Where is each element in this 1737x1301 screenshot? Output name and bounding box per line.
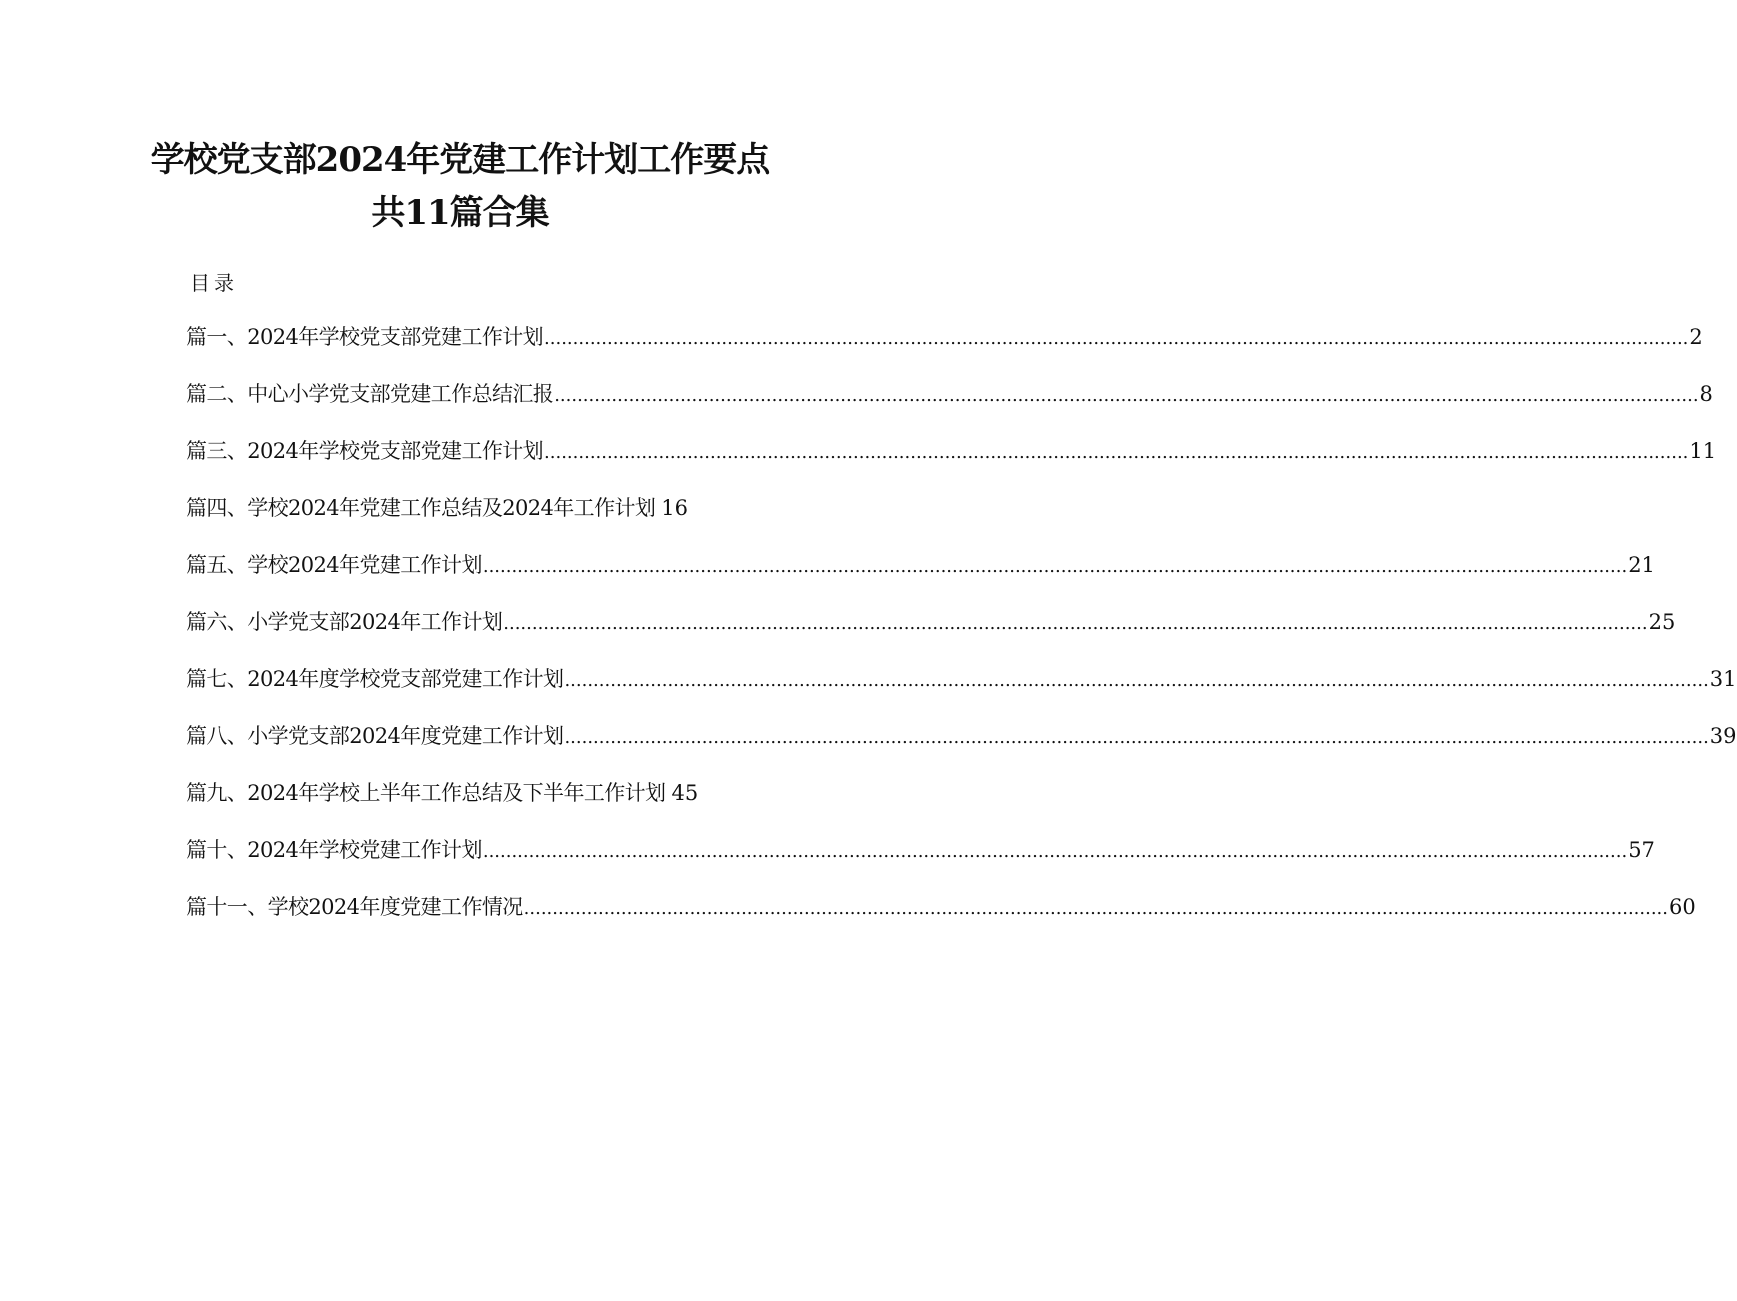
toc-leader-dots: ........................................................................................................................................................................................................ xyxy=(482,556,1628,577)
toc-entry-page: 31 xyxy=(1709,667,1737,691)
toc-entry[interactable] xyxy=(186,662,1737,719)
toc-entry-page: 57 xyxy=(1628,838,1655,862)
toc-leader-dots: ........................................................................................................................................................................................................ xyxy=(544,328,1689,349)
toc-entry-title: 篇五、学校2024年党建工作计划 xyxy=(186,553,482,577)
toc-entry[interactable] xyxy=(186,377,1713,434)
toc-entry-page: 2 xyxy=(1689,325,1703,349)
toc-entry[interactable] xyxy=(186,890,1696,947)
toc-leader-dots: ........................................................................................................................................................................................................ xyxy=(554,385,1699,406)
toc-entry-page: 60 xyxy=(1669,895,1696,919)
toc-entry[interactable] xyxy=(186,833,1655,890)
document-title-line-2: 共11篇合集 xyxy=(371,193,549,233)
toc-entry-page: 25 xyxy=(1648,610,1676,634)
toc-entry-title: 篇一、2024年学校党支部党建工作计划 xyxy=(186,325,544,349)
toc-entry-page: 45 xyxy=(671,781,699,805)
toc-leader-dots: ........................................................................................................................................................................................................ xyxy=(564,727,1709,748)
toc-entry-title: 篇八、小学党支部2024年度党建工作计划 xyxy=(186,724,564,748)
toc-entry[interactable] xyxy=(186,605,1676,662)
document-title-line-1: 学校党支部2024年党建工作计划工作要点 xyxy=(150,140,770,180)
table-of-contents xyxy=(186,320,1737,947)
toc-heading: 目录 xyxy=(190,271,238,295)
toc-leader-dots: ........................................................................................................................................................................................................ xyxy=(544,442,1689,463)
toc-entry-title: 篇九、2024年学校上半年工作总结及下半年工作计划 xyxy=(186,781,666,805)
toc-leader-dots: ........................................................................................................................................................................................................ xyxy=(564,670,1709,691)
toc-entry-title: 篇十、2024年学校党建工作计划 xyxy=(186,838,482,862)
toc-entry[interactable] xyxy=(186,719,1737,776)
toc-entry[interactable] xyxy=(186,434,1717,491)
toc-entry-page: 11 xyxy=(1689,439,1717,463)
toc-entry-page: 21 xyxy=(1628,553,1655,577)
toc-entry-title: 篇二、中心小学党支部党建工作总结汇报 xyxy=(186,382,554,406)
toc-leader-dots: ........................................................................................................................................................................................................ xyxy=(482,841,1628,862)
toc-entry[interactable] xyxy=(186,491,775,548)
toc-entry-title: 篇三、2024年学校党支部党建工作计划 xyxy=(186,439,544,463)
toc-entry-title: 篇四、学校2024年党建工作总结及2024年工作计划 xyxy=(186,496,656,520)
toc-leader-dots: ........................................................................................................................................................................................................ xyxy=(503,613,1648,634)
toc-entry-title: 篇十一、学校2024年度党建工作情况 xyxy=(186,895,523,919)
toc-entry-title: 篇六、小学党支部2024年工作计划 xyxy=(186,610,503,634)
toc-entry[interactable] xyxy=(186,320,1703,377)
toc-entry-page: 16 xyxy=(661,496,689,520)
toc-entry-title: 篇七、2024年度学校党支部党建工作计划 xyxy=(186,667,564,691)
toc-entry[interactable] xyxy=(186,548,1655,605)
toc-entry-page: 39 xyxy=(1709,724,1737,748)
toc-entry-page: 8 xyxy=(1699,382,1713,406)
toc-entry[interactable] xyxy=(186,776,775,833)
toc-leader-dots: ........................................................................................................................................................................................................ xyxy=(523,898,1668,919)
